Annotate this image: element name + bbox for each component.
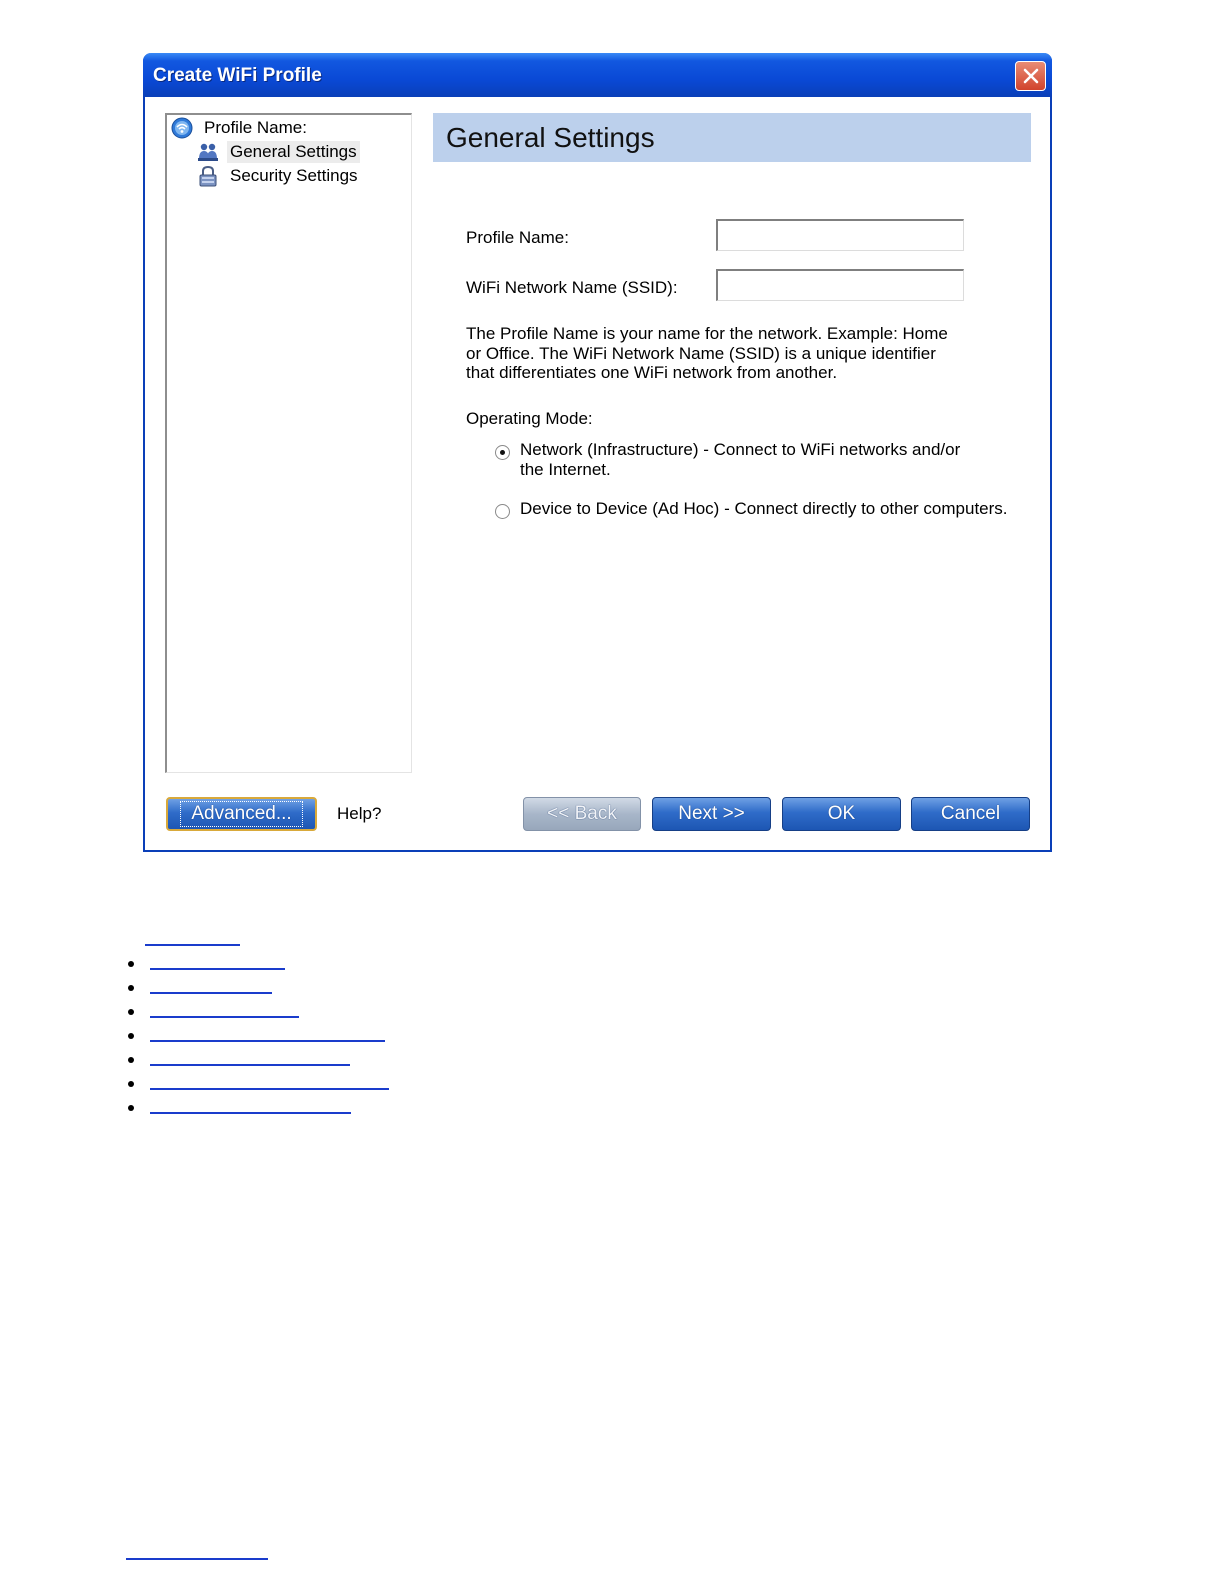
profile-name-input[interactable] <box>716 219 964 251</box>
profile-name-label: Profile Name: <box>466 228 569 247</box>
close-icon <box>1022 67 1040 85</box>
list-bullet <box>128 1033 134 1039</box>
advanced-button-label: Advanced... <box>180 801 302 827</box>
link-underline[interactable] <box>145 944 240 946</box>
radio-button-checked[interactable] <box>495 445 510 460</box>
radio-button[interactable] <box>495 504 510 519</box>
tree-item-label: Profile Name: <box>204 118 307 137</box>
section-header <box>433 113 1031 162</box>
list-bullet <box>128 1057 134 1063</box>
tree-item-profile-name[interactable] <box>171 117 310 139</box>
tree-item-security-settings[interactable] <box>197 165 361 187</box>
radio-infrastructure[interactable] <box>495 440 965 479</box>
wifi-globe-icon <box>171 117 193 139</box>
tree-item-general-settings[interactable] <box>197 141 360 163</box>
help-link[interactable]: Help? <box>337 804 382 823</box>
section-title: General Settings <box>446 122 655 153</box>
footer-link[interactable] <box>126 1558 268 1560</box>
people-icon <box>197 141 219 163</box>
profile-tree-panel <box>165 113 412 773</box>
list-item-link[interactable] <box>150 968 285 970</box>
ok-button[interactable]: OK <box>782 797 901 831</box>
list-item-link[interactable] <box>150 1040 385 1042</box>
list-item-link[interactable] <box>150 1016 299 1018</box>
list-bullet <box>128 985 134 991</box>
close-button[interactable] <box>1015 61 1046 91</box>
radio-adhoc[interactable] <box>495 499 1015 519</box>
list-item-link[interactable] <box>150 992 272 994</box>
tree-item-label: Security Settings <box>230 166 358 185</box>
cancel-button[interactable]: Cancel <box>911 797 1030 831</box>
profile-description-text: The Profile Name is your name for the network. Example: Home or Office. The WiFi Network Name (SSID) is a unique identifier that differentiates one WiFi network from another. <box>466 324 948 382</box>
list-item-link[interactable] <box>150 1064 350 1066</box>
create-wifi-profile-dialog <box>143 53 1052 852</box>
next-button[interactable]: Next >> <box>652 797 771 831</box>
tree-item-label: General Settings <box>227 141 360 163</box>
list-bullet <box>128 961 134 967</box>
list-item-link[interactable] <box>150 1088 389 1090</box>
radio-infrastructure-label: Network (Infrastructure) - Connect to WiFi networks and/or the Internet. <box>520 440 961 479</box>
list-item-link[interactable] <box>150 1112 351 1114</box>
operating-mode-label: Operating Mode: <box>466 409 593 428</box>
list-bullet <box>128 1105 134 1111</box>
list-bullet <box>128 1009 134 1015</box>
list-bullet <box>128 1081 134 1087</box>
radio-adhoc-label: Device to Device (Ad Hoc) - Connect directly to other computers. <box>520 499 1008 518</box>
ssid-input[interactable] <box>716 269 964 301</box>
lock-icon <box>197 165 219 187</box>
title-bar[interactable] <box>143 53 1052 97</box>
window-title: Create WiFi Profile <box>153 65 322 86</box>
back-button[interactable]: << Back <box>523 797 641 831</box>
ssid-label: WiFi Network Name (SSID): <box>466 278 678 297</box>
advanced-button[interactable] <box>166 797 317 831</box>
